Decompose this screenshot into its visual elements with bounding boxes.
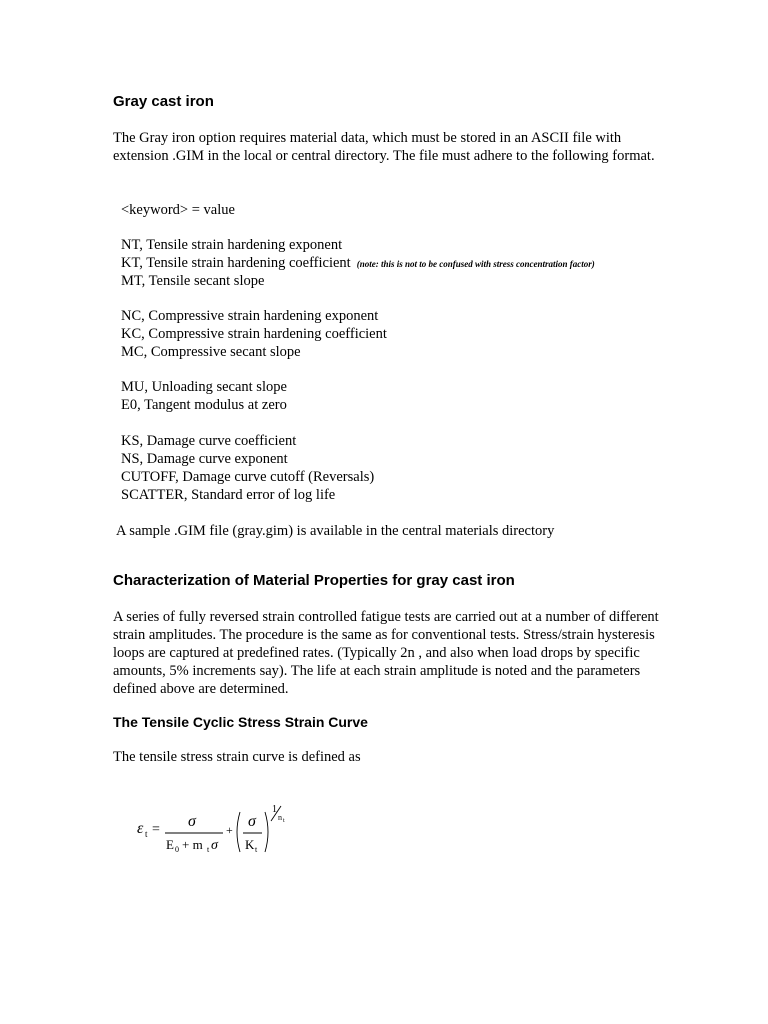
svg-text:+: + [226,823,233,837]
svg-text:K: K [245,837,255,852]
svg-text:=: = [152,822,160,837]
keyword-kt: KT, Tensile strain hardening coefficient [121,255,351,271]
heading-gray-cast-iron: Gray cast iron [113,93,214,110]
keyword-mu: MU, Unloading secant slope [121,379,287,395]
keyword-scatter: SCATTER, Standard error of log life [121,487,336,503]
keyword-nc: NC, Compressive strain hardening exponent [121,308,379,324]
sample-file-note: A sample .GIM file (gray.gim) is available in the central materials directory [116,523,555,539]
svg-text:1: 1 [272,804,277,815]
keyword-e0: E0, Tangent modulus at zero [121,397,287,413]
svg-text:t: t [255,845,258,854]
keyword-mt: MT, Tensile secant slope [121,273,265,289]
svg-text:t: t [283,818,285,824]
intro-paragraph: The Gray iron option requires material data, which must be stored in an ASCII file with extension .GIM in the local or central directory. The file must adhere to the following format. [113,130,655,164]
svg-text:0: 0 [175,845,179,854]
tensile-curve-paragraph: The tensile stress strain curve is defined as [113,749,361,765]
heading-characterization: Characterization of Material Properties for gray cast iron [113,572,515,589]
svg-text:σ: σ [188,813,196,830]
keyword-kc: KC, Compressive strain hardening coefficient [121,326,387,342]
keyword-nt: NT, Tensile strain hardening exponent [121,237,343,253]
keyword-ks: KS, Damage curve coefficient [121,433,297,449]
tensile-strain-equation [130,800,330,870]
kt-note: (note: this is not to be confused with stress concentration factor) [356,259,595,269]
heading-tensile-curve: The Tensile Cyclic Stress Strain Curve [113,714,368,730]
svg-text:E: E [166,837,174,852]
svg-text:n: n [278,813,282,822]
svg-text:σ: σ [211,838,218,853]
format-line: <keyword> = value [121,202,235,218]
svg-text:t: t [145,829,148,839]
svg-text:σ: σ [248,813,256,830]
keyword-mc: MC, Compressive secant slope [121,344,301,360]
keyword-cutoff: CUTOFF, Damage curve cutoff (Reversals) [121,469,375,485]
svg-text:+ m: + m [182,837,203,852]
svg-text:t: t [207,845,210,854]
keyword-ns: NS, Damage curve exponent [121,451,288,467]
keyword-kt-row [121,254,595,273]
svg-text:ε: ε [137,820,144,837]
characterization-paragraph: A series of fully reversed strain controlled fatigue tests are carried out at a number of different strain amplitudes. The procedure is the same as for conventional tests. Stress/strain hysteresis loops are captured at predefined rates. (Typically 2n , and also when load drops by specific amounts, 5% increments say). The life at each strain amplitude is noted and the parameters defined above are determined. [113,609,659,697]
